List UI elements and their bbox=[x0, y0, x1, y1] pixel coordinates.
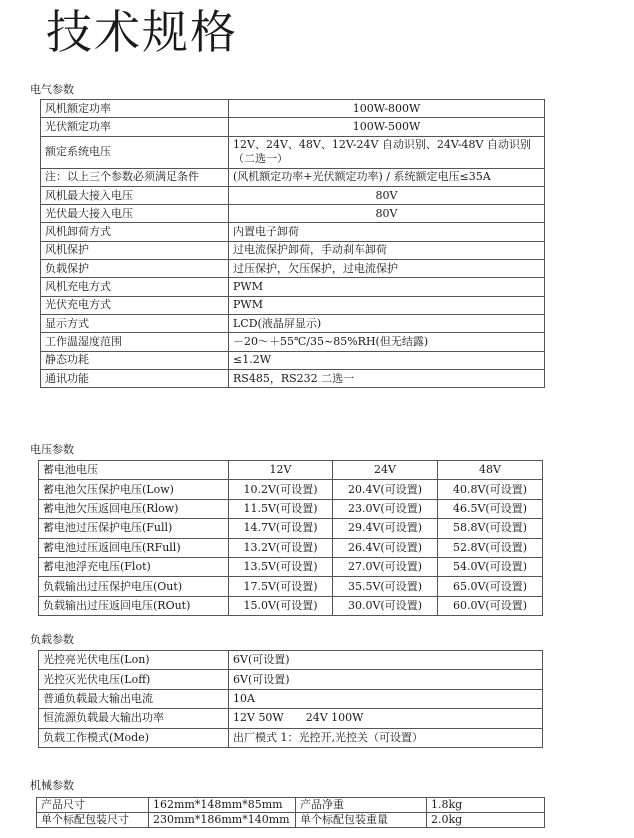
param-value: 100W-500W bbox=[229, 118, 545, 136]
param-value: 60.0V(可设置) bbox=[438, 596, 543, 615]
param-value: 过电流保护卸荷，手动刹车卸荷 bbox=[229, 241, 545, 259]
param-label: 蓄电池浮充电压(Flot) bbox=[39, 557, 229, 576]
table-row bbox=[39, 709, 543, 728]
param-label: 额定系统电压 bbox=[41, 136, 229, 168]
param-label: 负载保护 bbox=[41, 260, 229, 278]
table-row bbox=[39, 538, 543, 557]
param-label: 蓄电池过压保护电压(Full) bbox=[39, 519, 229, 538]
table-row bbox=[39, 577, 543, 596]
table-row bbox=[41, 100, 545, 118]
table-row bbox=[39, 596, 543, 615]
table-row bbox=[41, 351, 545, 369]
voltage-params-table bbox=[38, 460, 543, 616]
param-value: 230mm*186mm*140mm bbox=[149, 813, 296, 828]
load-params-table bbox=[38, 650, 543, 748]
page-title: 技术规格 bbox=[46, 5, 238, 59]
table-header-row bbox=[39, 461, 543, 480]
param-value: 23.0V(可设置) bbox=[333, 499, 438, 518]
param-label: 显示方式 bbox=[41, 314, 229, 332]
param-label: 负载工作模式(Mode) bbox=[39, 728, 229, 747]
table-row bbox=[41, 369, 545, 387]
param-label: 蓄电池过压返回电压(RFull) bbox=[39, 538, 229, 557]
param-value: 54.0V(可设置) bbox=[438, 557, 543, 576]
table-row bbox=[41, 241, 545, 259]
param-value: 过压保护，欠压保护，过电流保护 bbox=[229, 260, 545, 278]
param-label: 风机充电方式 bbox=[41, 278, 229, 296]
param-label: 负载输出过压返回电压(ROut) bbox=[39, 596, 229, 615]
param-label: 光伏最大接入电压 bbox=[41, 205, 229, 223]
param-value: 17.5V(可设置) bbox=[229, 577, 333, 596]
param-label: 单个标配包装重量 bbox=[296, 813, 427, 828]
param-value: 10.2V(可设置) bbox=[229, 480, 333, 499]
param-value: 80V bbox=[229, 205, 545, 223]
param-value: 13.5V(可设置) bbox=[229, 557, 333, 576]
column-header-voltage: 48V bbox=[438, 461, 543, 480]
param-label: 光控灭光伏电压(Loff) bbox=[39, 670, 229, 689]
param-label: 蓄电池欠压返回电压(Rlow) bbox=[39, 499, 229, 518]
table-row bbox=[41, 296, 545, 314]
param-label: 通讯功能 bbox=[41, 369, 229, 387]
table-row bbox=[37, 798, 545, 813]
param-label: 恒流源负载最大输出功率 bbox=[39, 709, 229, 728]
param-label: 产品尺寸 bbox=[37, 798, 149, 813]
param-label: 产品净重 bbox=[296, 798, 427, 813]
table-row bbox=[39, 689, 543, 708]
load-section-title: 负载参数 bbox=[30, 633, 74, 646]
mechanical-section-title: 机械参数 bbox=[30, 779, 74, 792]
param-value: 1.8kg bbox=[427, 798, 545, 813]
param-value: LCD(液晶屏显示) bbox=[229, 314, 545, 332]
param-value: 40.8V(可设置) bbox=[438, 480, 543, 499]
param-value: 162mm*148mm*85mm bbox=[149, 798, 296, 813]
param-value: 80V bbox=[229, 186, 545, 204]
param-value: 14.7V(可设置) bbox=[229, 519, 333, 538]
param-label: 负载输出过压保护电压(Out) bbox=[39, 577, 229, 596]
voltage-section-title: 电压参数 bbox=[30, 443, 74, 456]
param-label: 注：以上三个参数必须满足条件 bbox=[41, 168, 229, 186]
param-value: 12V、24V、48V、12V-24V 自动识别、24V-48V 自动识别（二选一） bbox=[229, 136, 545, 168]
column-header-voltage: 24V bbox=[333, 461, 438, 480]
param-value: 2.0kg bbox=[427, 813, 545, 828]
table-row bbox=[41, 186, 545, 204]
table-row bbox=[41, 205, 545, 223]
table-row bbox=[41, 333, 545, 351]
param-label: 蓄电池欠压保护电压(Low) bbox=[39, 480, 229, 499]
mechanical-params-table bbox=[36, 797, 545, 828]
param-value: 11.5V(可设置) bbox=[229, 499, 333, 518]
param-value: 13.2V(可设置) bbox=[229, 538, 333, 557]
param-label: 光控亮光伏电压(Lon) bbox=[39, 651, 229, 670]
param-value: 52.8V(可设置) bbox=[438, 538, 543, 557]
param-label: 风机卸荷方式 bbox=[41, 223, 229, 241]
param-value: 出厂模式 1：光控开,光控关（可设置） bbox=[229, 728, 543, 747]
param-value: RS485，RS232 二选一 bbox=[229, 369, 545, 387]
param-label: 风机额定功率 bbox=[41, 100, 229, 118]
param-label: 静态功耗 bbox=[41, 351, 229, 369]
param-label: 风机最大接入电压 bbox=[41, 186, 229, 204]
table-row bbox=[39, 480, 543, 499]
table-row bbox=[41, 118, 545, 136]
table-row bbox=[41, 260, 545, 278]
param-value: 27.0V(可设置) bbox=[333, 557, 438, 576]
table-row bbox=[37, 813, 545, 828]
table-row bbox=[41, 223, 545, 241]
param-value: 内置电子卸荷 bbox=[229, 223, 545, 241]
param-value: 65.0V(可设置) bbox=[438, 577, 543, 596]
table-row bbox=[41, 136, 545, 168]
param-label: 单个标配包装尺寸 bbox=[37, 813, 149, 828]
param-value: 6V(可设置) bbox=[229, 651, 543, 670]
electrical-section-title: 电气参数 bbox=[30, 83, 74, 96]
param-value: PWM bbox=[229, 278, 545, 296]
param-value: －20～＋55℃/35~85%RH(但无结露) bbox=[229, 333, 545, 351]
param-value: 6V(可设置) bbox=[229, 670, 543, 689]
table-row bbox=[41, 278, 545, 296]
param-value: PWM bbox=[229, 296, 545, 314]
param-label: 普通负载最大输出电流 bbox=[39, 689, 229, 708]
table-row bbox=[39, 499, 543, 518]
param-value: 26.4V(可设置) bbox=[333, 538, 438, 557]
param-value: ≤1.2W bbox=[229, 351, 545, 369]
table-row bbox=[41, 314, 545, 332]
param-value: 58.8V(可设置) bbox=[438, 519, 543, 538]
param-value: 100W-800W bbox=[229, 100, 545, 118]
param-value: 30.0V(可设置) bbox=[333, 596, 438, 615]
table-row bbox=[39, 519, 543, 538]
column-header-label: 蓄电池电压 bbox=[39, 461, 229, 480]
table-row bbox=[41, 168, 545, 186]
param-value: 12V 50W 24V 100W bbox=[229, 709, 543, 728]
table-row bbox=[39, 557, 543, 576]
param-value: 46.5V(可设置) bbox=[438, 499, 543, 518]
table-row bbox=[39, 670, 543, 689]
param-value: 15.0V(可设置) bbox=[229, 596, 333, 615]
electrical-params-table bbox=[40, 99, 545, 388]
param-label: 光伏充电方式 bbox=[41, 296, 229, 314]
table-row bbox=[39, 651, 543, 670]
param-value: 35.5V(可设置) bbox=[333, 577, 438, 596]
param-value: (风机额定功率+光伏额定功率) / 系统额定电压≤35A bbox=[229, 168, 545, 186]
param-label: 光伏额定功率 bbox=[41, 118, 229, 136]
column-header-voltage: 12V bbox=[229, 461, 333, 480]
param-label: 工作温湿度范围 bbox=[41, 333, 229, 351]
param-value: 20.4V(可设置) bbox=[333, 480, 438, 499]
param-value: 10A bbox=[229, 689, 543, 708]
param-label: 风机保护 bbox=[41, 241, 229, 259]
param-value: 29.4V(可设置) bbox=[333, 519, 438, 538]
table-row bbox=[39, 728, 543, 747]
